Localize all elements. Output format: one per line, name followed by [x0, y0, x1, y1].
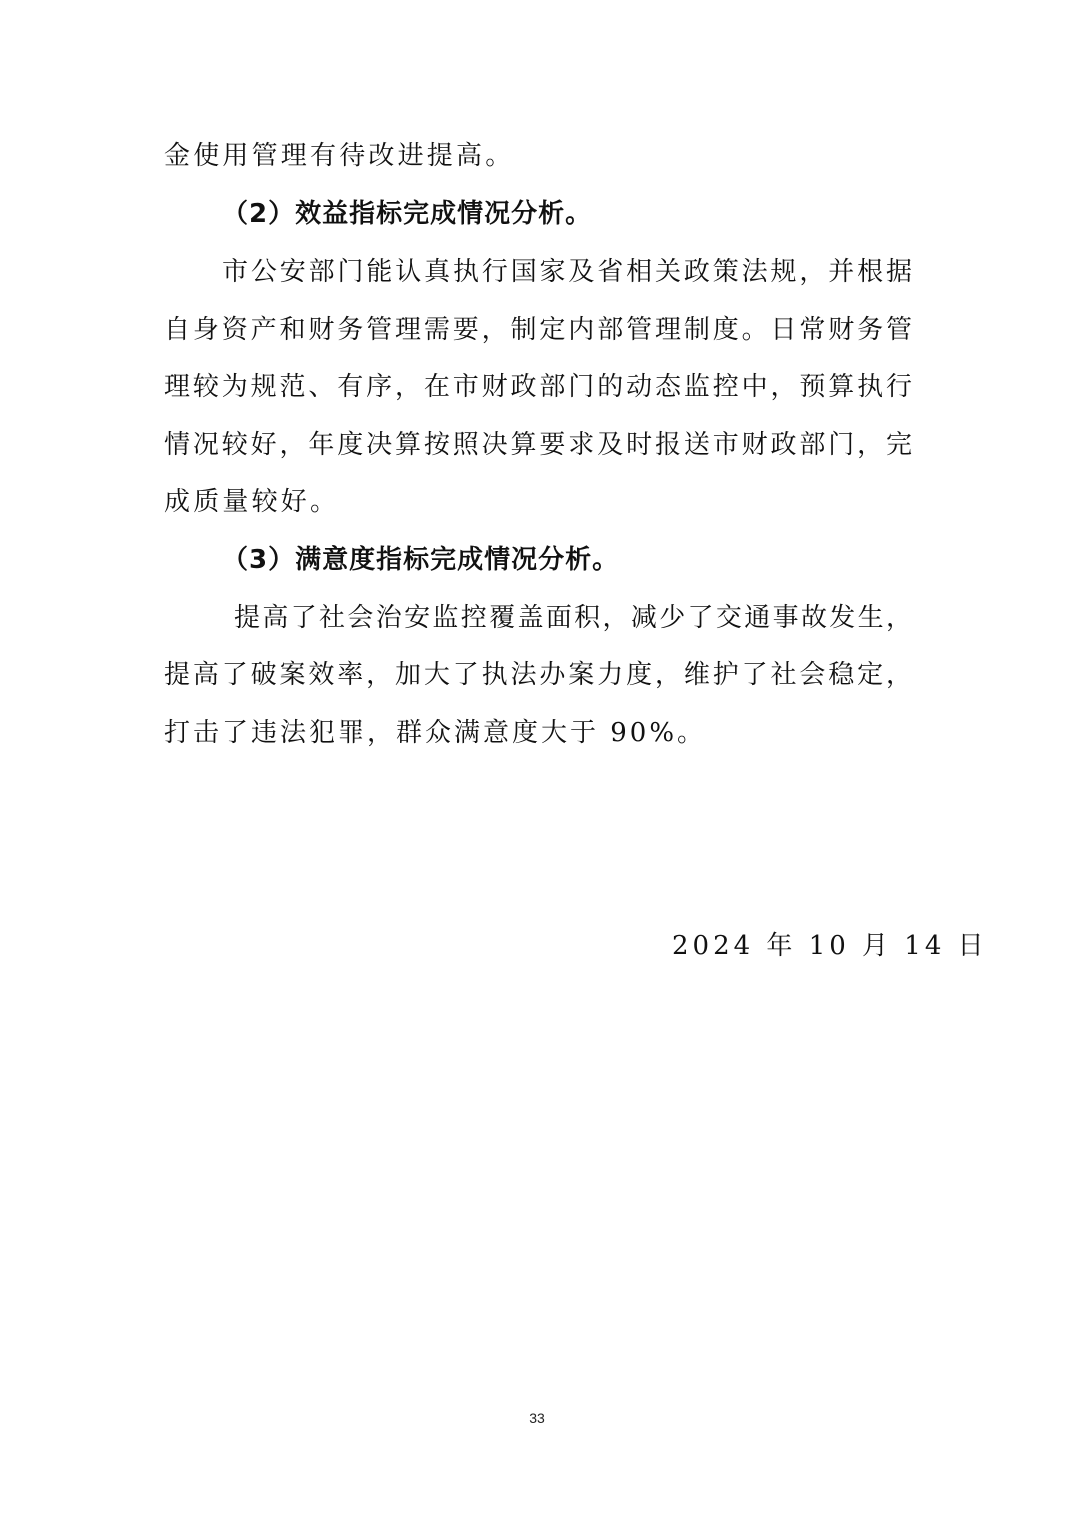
body-text-line: 打击了违法犯罪，群众满意度大于 90%。	[164, 718, 707, 748]
body-text-line: 自身资产和财务管理需要，制定内部管理制度。日常财务管	[164, 315, 912, 345]
body-text-line: 提高了破案效率，加大了执法办案力度，维护了社会稳定，	[164, 660, 912, 690]
document-date: 2024 年 10 月 14 日	[672, 931, 988, 961]
body-text-line: 情况较好，年度决算按照决算要求及时报送市财政部门，完	[164, 430, 912, 460]
body-text-line: 理较为规范、有序，在市财政部门的动态监控中，预算执行	[164, 372, 912, 402]
body-text-line: 市公安部门能认真执行国家及省相关政策法规，并根据	[222, 257, 912, 287]
body-text-line: 提高了社会治安监控覆盖面积，减少了交通事故发生，	[234, 603, 912, 633]
body-text-line: 金使用管理有待改进提高。	[164, 141, 515, 171]
page-number: 33	[529, 1410, 545, 1426]
section-3-heading: （3）满意度指标完成情况分析。	[222, 545, 620, 575]
section-2-heading: （2）效益指标完成情况分析。	[222, 199, 593, 229]
body-text-line: 成质量较好。	[164, 487, 340, 517]
